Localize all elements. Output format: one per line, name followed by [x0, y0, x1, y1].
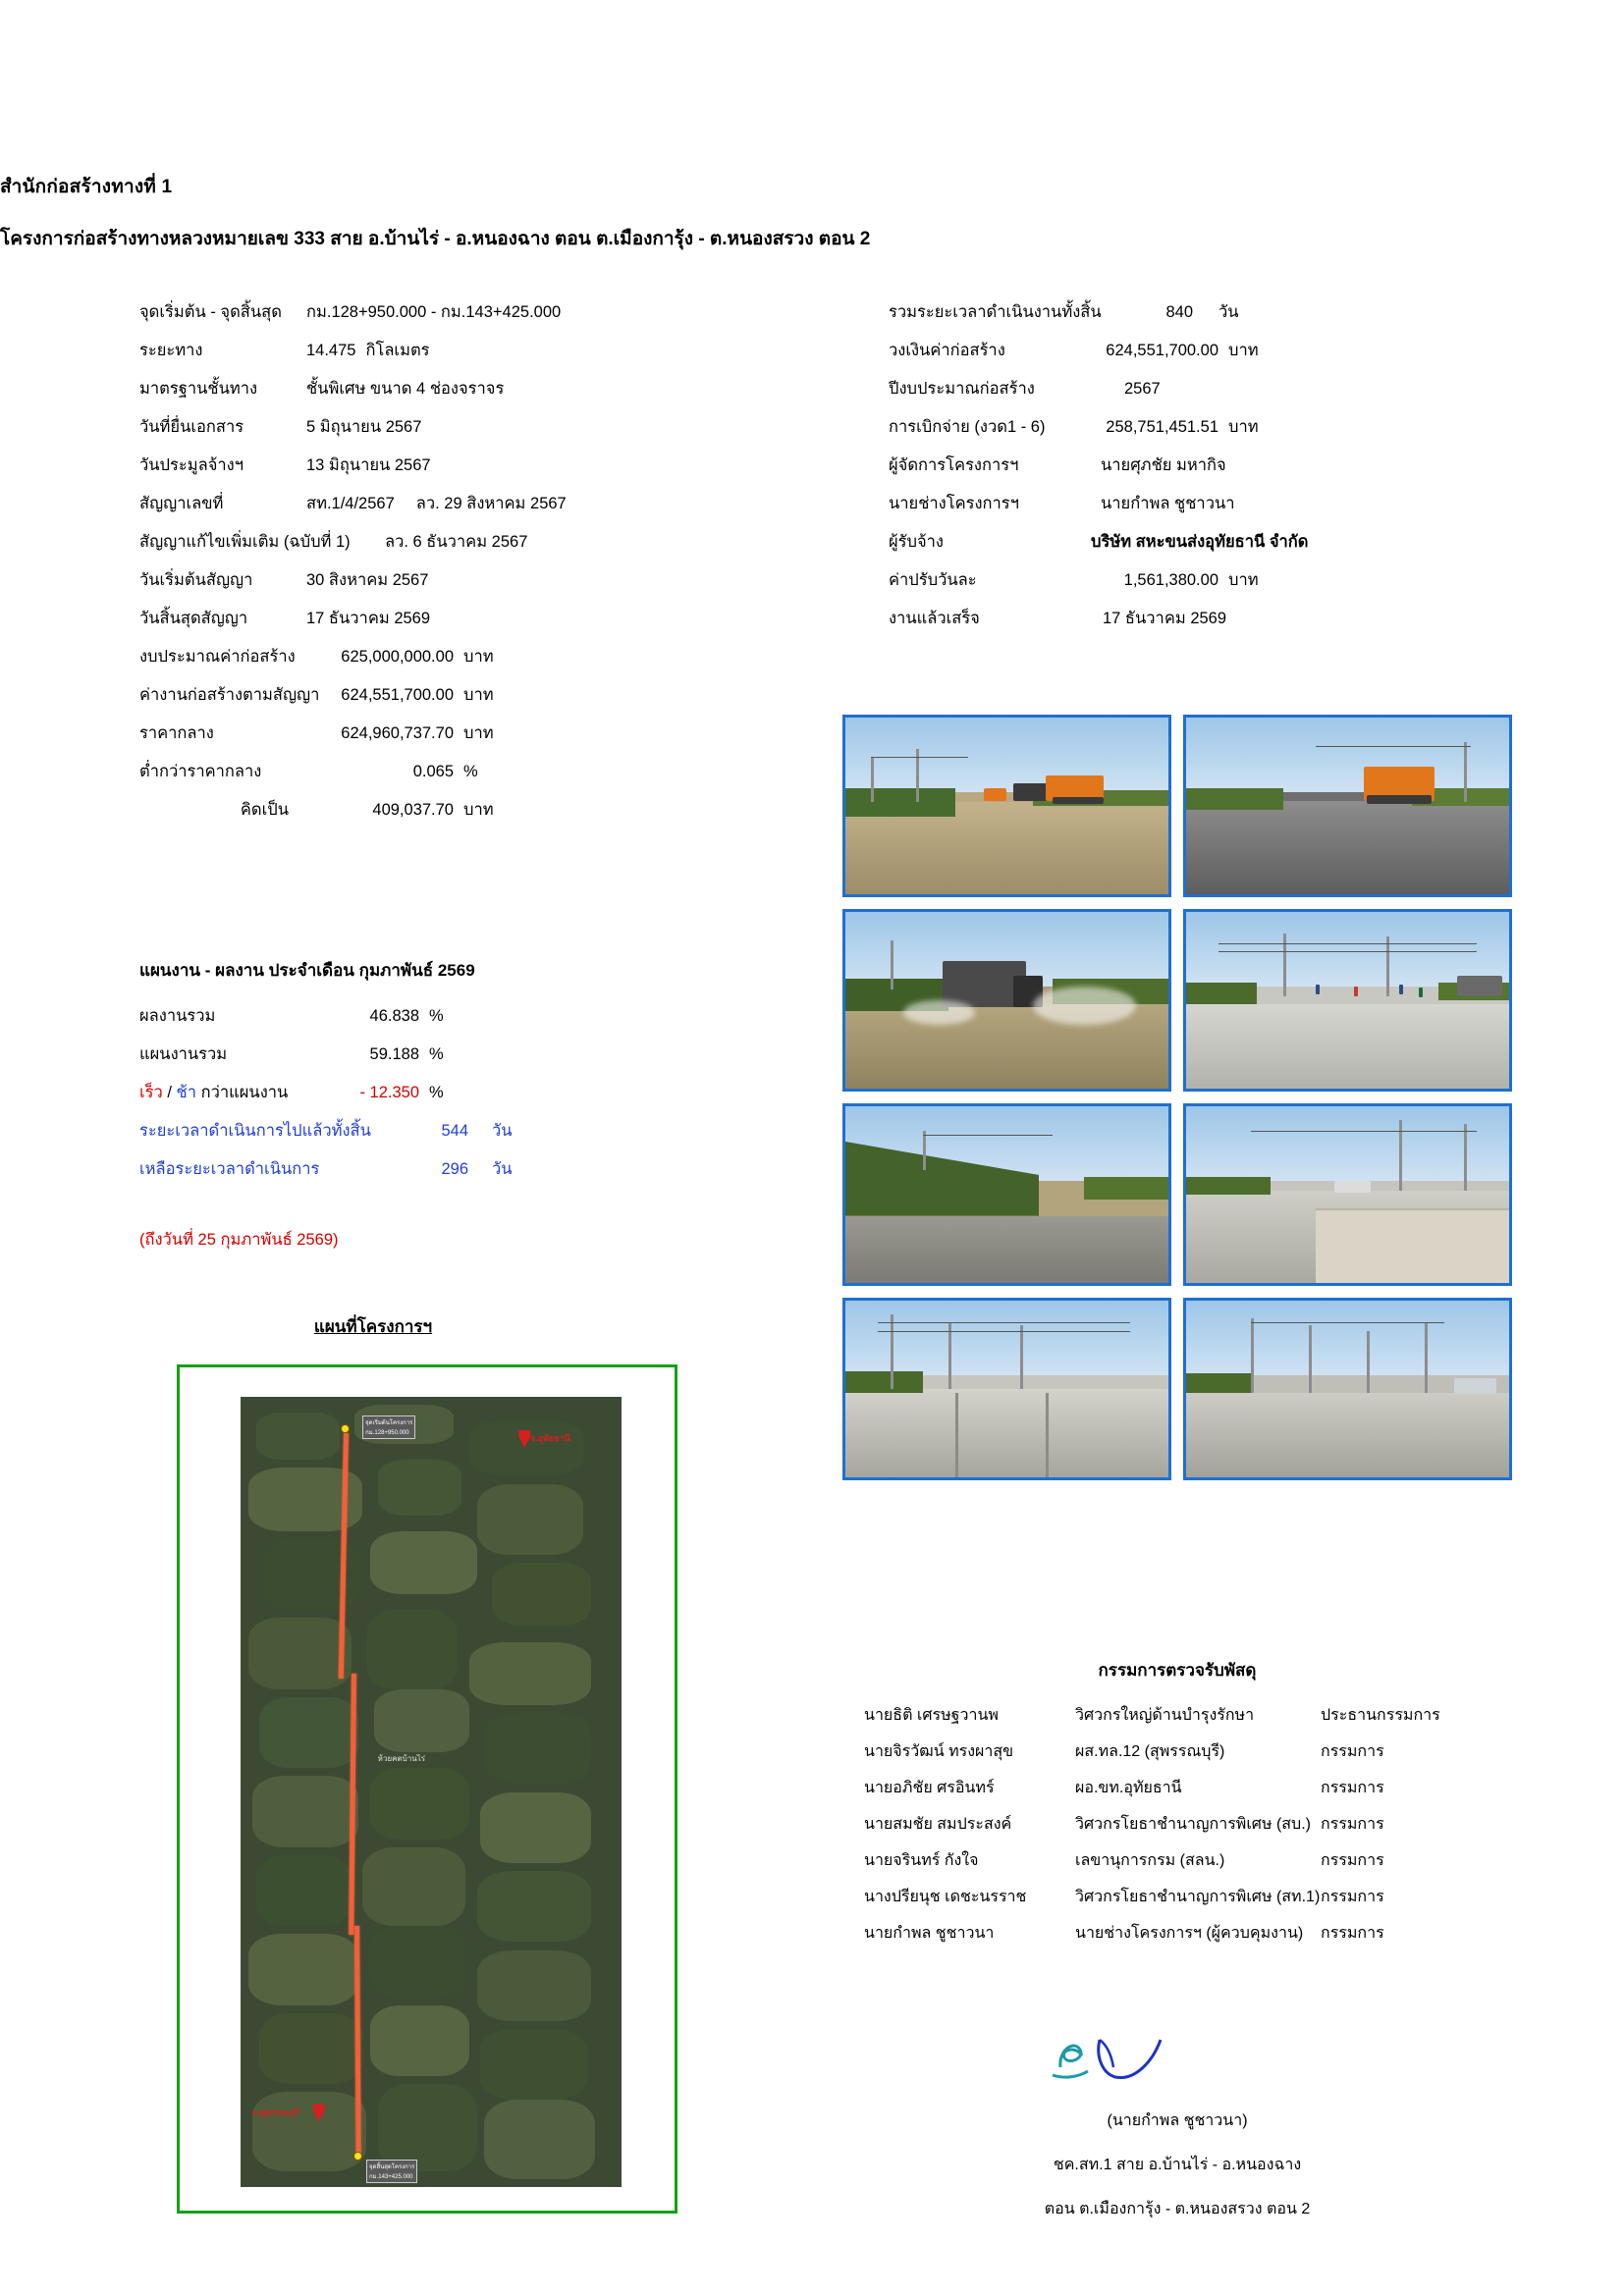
- info-row: [139, 529, 748, 567]
- page-subtitle: โครงการก่อสร้างทางหลวงหมายเลข 333 สาย อ.บ้านไร่ - อ.หนองฉาง ตอน ต.เมืองการุ้ง - ต.หนองสรวง ตอน 2: [0, 229, 871, 249]
- info-value: สท.1/4/2567: [306, 495, 395, 512]
- info-row: [889, 414, 1497, 453]
- photo-row: [842, 1298, 1512, 1480]
- signature-line-3: ตอน ต.เมืองการุ้ง - ต.หนองสรวง ตอน 2: [1044, 2201, 1311, 2217]
- info-row: [139, 338, 748, 376]
- info-value: 30 สิงหาคม 2567: [306, 571, 429, 589]
- progress-unit: %: [429, 1007, 444, 1025]
- committee-name: นายสมชัย สมประสงค์: [864, 1816, 1012, 1833]
- committee-role: กรรมการ: [1321, 1925, 1384, 1942]
- info-value: นายกำพล ชูชาวนา: [1101, 495, 1235, 512]
- committee-role: กรรมการ: [1321, 1816, 1384, 1833]
- info-value: 840: [1165, 303, 1193, 321]
- committee-name: นางปรียนุช เดชะนรราช: [864, 1889, 1027, 1905]
- progress-unit: %: [429, 1084, 444, 1101]
- progress-label: แผนงานรวม: [139, 1045, 228, 1063]
- committee-row: [864, 1812, 1512, 1848]
- info-row: [889, 338, 1497, 376]
- map-town-label: ห้วยคตบ้านไร่: [377, 1754, 426, 1764]
- progress-unit: วัน: [492, 1122, 513, 1140]
- info-label: สัญญาเลขที่: [139, 495, 224, 512]
- signature-icon: [1031, 2022, 1355, 2101]
- project-map-image: [241, 1397, 622, 2187]
- info-row: [889, 567, 1497, 606]
- info-label: ราคากลาง: [139, 724, 214, 742]
- photo-6: [1183, 1103, 1512, 1286]
- info-unit: บาท: [1228, 342, 1259, 359]
- committee-name: นายอภิชัย ศรอินทร์: [864, 1780, 995, 1796]
- committee-title: กรรมการตรวจรับพัสดุ: [1098, 1661, 1257, 1680]
- map-start-point: [341, 1424, 350, 1433]
- committee-role: กรรมการ: [1321, 1743, 1384, 1760]
- info-label: การเบิกจ่าย (งวด1 - 6): [889, 418, 1046, 436]
- committee-role: กรรมการ: [1321, 1852, 1384, 1869]
- photo-row: [842, 909, 1512, 1092]
- photo-1: [842, 715, 1171, 897]
- committee-position: เลขานุการกรม (สลน.): [1075, 1852, 1225, 1869]
- info-value: 624,551,700.00: [341, 686, 454, 704]
- info-label: มาตรฐานชั้นทาง: [139, 380, 258, 398]
- info-label: งบประมาณค่าก่อสร้าง: [139, 648, 296, 666]
- info-value: 17 ธันวาคม 2569: [1103, 610, 1227, 627]
- committee-row: [864, 1848, 1512, 1885]
- info-row: [139, 453, 748, 491]
- info-unit: บาท: [463, 686, 494, 704]
- info-value: 409,037.70: [372, 801, 454, 819]
- info-row: [139, 491, 748, 529]
- info-value: 625,000,000.00: [341, 648, 454, 666]
- progress-row: [139, 1003, 748, 1041]
- info-label: วงเงินค่าก่อสร้าง: [889, 342, 1005, 359]
- committee-position: วิศวกรใหญ่ด้านบำรุงรักษา: [1075, 1707, 1255, 1724]
- info-label: วันเริ่มต้นสัญญา: [139, 571, 253, 589]
- committee-name: นายกำพล ชูชาวนา: [864, 1925, 995, 1942]
- photo-row: [842, 715, 1512, 897]
- photo-row: [842, 1103, 1512, 1286]
- info-unit: บาท: [1228, 571, 1259, 589]
- signature-name: (นายกำพล ชูชาวนา): [1107, 2112, 1248, 2129]
- info-value: 258,751,451.51: [1106, 418, 1218, 436]
- committee-role: กรรมการ: [1321, 1889, 1384, 1905]
- info-label: ผู้รับจ้าง: [889, 533, 944, 551]
- progress-value: 46.838: [369, 1007, 419, 1025]
- info-label: ต่ำกว่าราคากลาง: [139, 763, 262, 780]
- info-unit: ลว. 6 ธันวาคม 2567: [385, 533, 528, 551]
- committee-list: [864, 1703, 1512, 1957]
- info-label: ระยะทาง: [139, 342, 203, 359]
- page-title: สำนักก่อสร้างทางที่ 1: [0, 177, 173, 197]
- info-row: [889, 453, 1497, 491]
- signature-line-2: ชค.สท.1 สาย อ.บ้านไร่ - อ.หนองฉาง: [1053, 2157, 1302, 2173]
- info-row: [139, 567, 748, 606]
- info-label: วันที่ยื่นเอกสาร: [139, 418, 244, 436]
- committee-position: นายช่างโครงการฯ (ผู้ควบคุมงาน): [1075, 1925, 1304, 1942]
- info-label: วันประมูลจ้างฯ: [139, 456, 244, 474]
- map-start-label: จุดเริ่มต้นโครงการ กม.128+950.000: [362, 1415, 415, 1439]
- map-terrain-texture: [241, 1397, 622, 2187]
- committee-row: [864, 1776, 1512, 1812]
- info-value: 17 ธันวาคม 2569: [306, 610, 431, 627]
- info-value: 13 มิถุนายน 2567: [306, 456, 431, 474]
- info-row: [139, 606, 748, 644]
- committee-name: นายจิรวัฒน์ ทรงผาสุข: [864, 1743, 1014, 1760]
- signature-mark: [1031, 2022, 1355, 2101]
- map-side-label-right: จ.อุทัยธานี: [529, 1433, 570, 1444]
- info-label: ปีงบประมาณก่อสร้าง: [889, 380, 1035, 398]
- photo-grid: [842, 715, 1512, 1492]
- slow-label: ช้า: [176, 1084, 197, 1101]
- photo-7: [842, 1298, 1171, 1480]
- info-label: ผู้จัดการโครงการฯ: [889, 456, 1019, 474]
- info-unit: วัน: [1218, 303, 1239, 321]
- progress-unit: %: [429, 1045, 444, 1063]
- photo-4: [1183, 909, 1512, 1092]
- info-label: รวมระยะเวลาดำเนินงานทั้งสิ้น: [889, 303, 1102, 321]
- info-unit: บาท: [463, 724, 494, 742]
- info-row: [139, 644, 748, 682]
- map-end-point: [353, 2152, 362, 2161]
- info-row: [139, 759, 748, 797]
- fast-label: เร็ว: [139, 1084, 163, 1101]
- progress-unit: วัน: [492, 1160, 513, 1178]
- info-label: นายช่างโครงการฯ: [889, 495, 1019, 512]
- delta-suffix: กว่าแผนงาน: [196, 1084, 289, 1101]
- committee-position: วิศวกรโยธาชำนาญการพิเศษ (สท.1): [1075, 1889, 1321, 1905]
- info-value: กม.128+950.000 - กม.143+425.000: [306, 303, 562, 321]
- info-label: งานแล้วเสร็จ: [889, 610, 980, 627]
- map-end-label: จุดสิ้นสุดโครงการ กม.143+425.000: [366, 2160, 417, 2183]
- info-row: [139, 682, 748, 721]
- progress-row: [139, 1041, 748, 1080]
- photo-8: [1183, 1298, 1512, 1480]
- info-label: วันสิ้นสุดสัญญา: [139, 610, 248, 627]
- progress-label: เหลือระยะเวลาดำเนินการ: [139, 1160, 320, 1178]
- info-value: 2567: [1124, 380, 1161, 398]
- info-value: ชั้นพิเศษ ขนาด 4 ช่องจราจร: [306, 380, 505, 398]
- progress-label: ผลงานรวม: [139, 1007, 216, 1025]
- committee-row: [864, 1921, 1512, 1957]
- info-unit: กิโลเมตร: [365, 342, 430, 359]
- info-value: บริษัท สหะขนส่งอุทัยธานี จำกัด: [1091, 533, 1309, 551]
- info-unit: %: [463, 763, 478, 780]
- info-label: ค่างานก่อสร้างตามสัญญา: [139, 686, 320, 704]
- progress-label: [139, 1080, 331, 1105]
- photo-3: [842, 909, 1171, 1092]
- progress-row: [139, 1156, 748, 1195]
- info-unit: บาท: [463, 648, 494, 666]
- committee-role: กรรมการ: [1321, 1780, 1384, 1796]
- info-label: คิดเป็น: [240, 801, 289, 819]
- info-label: สัญญาแก้ไขเพิ่มเติม (ฉบับที่ 1): [139, 533, 351, 551]
- info-unit: บาท: [463, 801, 494, 819]
- info-row: [139, 299, 748, 338]
- info-row: [889, 376, 1497, 414]
- label-separator: /: [162, 1084, 177, 1101]
- committee-row: [864, 1703, 1512, 1739]
- info-value: นายศุภชัย มหากิจ: [1101, 456, 1226, 474]
- info-value: 624,551,700.00: [1106, 342, 1218, 359]
- progress-asof-note: (ถึงวันที่ 25 กุมภาพันธ์ 2569): [139, 1231, 339, 1249]
- photo-2: [1183, 715, 1512, 897]
- committee-position: ผอ.ขท.อุทัยธานี: [1075, 1780, 1182, 1796]
- info-value: 5 มิถุนายน 2567: [306, 418, 422, 436]
- info-row: [139, 721, 748, 759]
- map-title: แผนที่โครงการฯ: [313, 1317, 433, 1336]
- committee-position: ผส.ทล.12 (สุพรรณบุรี): [1075, 1743, 1225, 1760]
- info-unit: ลว. 29 สิงหาคม 2567: [415, 495, 567, 512]
- info-row: [889, 491, 1497, 529]
- info-row: [139, 414, 748, 453]
- committee-name: นายธิติ เศรษฐวานพ: [864, 1707, 999, 1724]
- progress-value: 59.188: [369, 1045, 419, 1063]
- info-value: 1,561,380.00: [1123, 571, 1218, 589]
- progress-value: 544: [441, 1122, 468, 1140]
- committee-role: ประธานกรรมการ: [1321, 1707, 1440, 1724]
- project-info-right: [889, 299, 1497, 644]
- progress-row: [139, 1118, 748, 1156]
- info-row: [889, 606, 1497, 644]
- photo-5: [842, 1103, 1171, 1286]
- committee-name: นายจรินทร์ กังใจ: [864, 1852, 979, 1869]
- info-label: ค่าปรับวันละ: [889, 571, 977, 589]
- info-row: [139, 797, 748, 835]
- info-value: 0.065: [412, 763, 454, 780]
- info-unit: บาท: [1228, 418, 1259, 436]
- progress-section-title: แผนงาน - ผลงาน ประจำเดือน กุมภาพันธ์ 2569: [139, 961, 475, 980]
- info-label: จุดเริ่มต้น - จุดสิ้นสุด: [139, 303, 282, 321]
- progress-value: - 12.350: [359, 1084, 419, 1101]
- progress-value: 296: [441, 1160, 468, 1178]
- progress-row-delta: [139, 1080, 748, 1118]
- info-row: [139, 376, 748, 414]
- committee-row: [864, 1885, 1512, 1921]
- project-map-frame: [177, 1364, 677, 2214]
- committee-row: [864, 1739, 1512, 1776]
- progress-table: [139, 1003, 748, 1195]
- committee-position: วิศวกรโยธาชำนาญการพิเศษ (สบ.): [1075, 1816, 1311, 1833]
- progress-label: ระยะเวลาดำเนินการไปแล้วทั้งสิ้น: [139, 1122, 371, 1140]
- info-row: [889, 529, 1497, 567]
- map-side-label-left: จ.สุพรรณบุรี: [251, 2108, 299, 2118]
- info-value: 624,960,737.70: [341, 724, 454, 742]
- project-info-left: [139, 299, 748, 835]
- info-row: [889, 299, 1497, 338]
- info-value: 14.475: [306, 342, 356, 359]
